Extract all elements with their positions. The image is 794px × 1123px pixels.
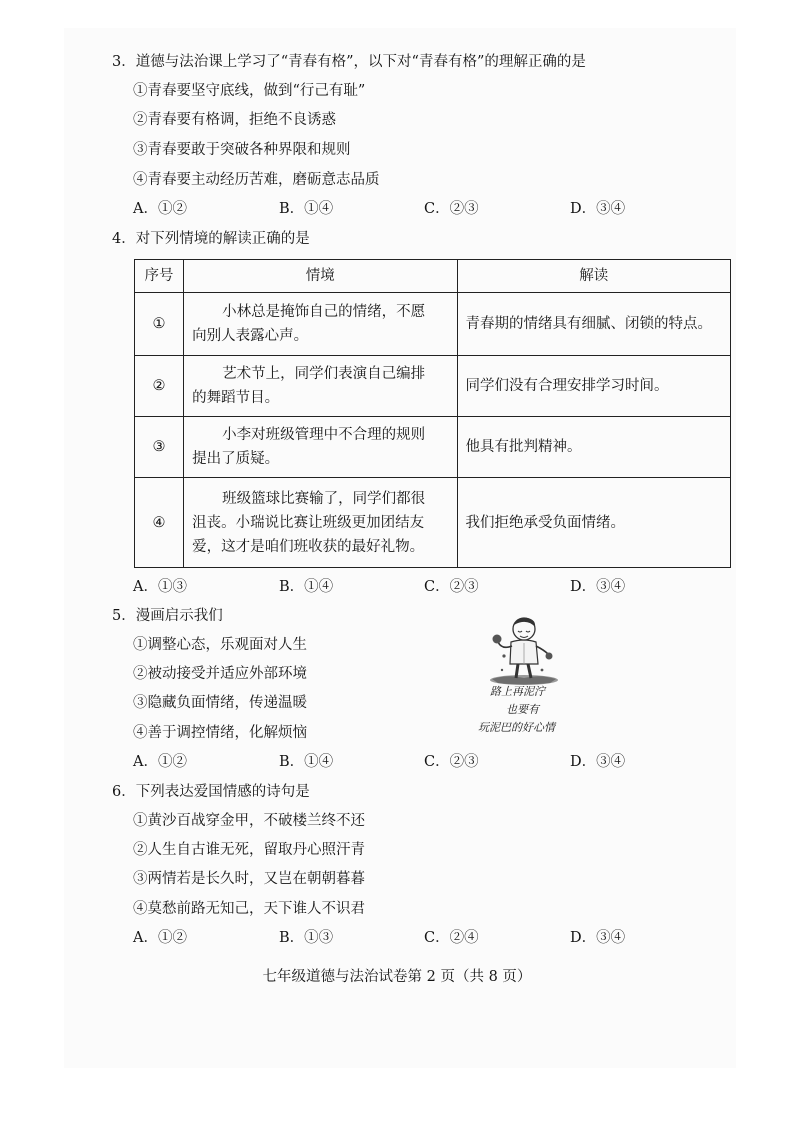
cartoon-caption-line-2: 也要有 [506,703,539,716]
q3-item-4: ④青春要主动经历苦难，磨砺意志品质 [133,172,380,188]
q5-item-3: ③隐藏负面情绪，传递温暖 [133,695,307,711]
situation-line: 艺术节上，同学们表演自己编排 [222,366,426,382]
situation-line: 提出了质疑。 [192,451,280,467]
row-situation [184,417,457,478]
q3-choice-b: B．①④ [279,201,334,217]
q4-stem: 4．对下列情境的解读正确的是 [112,231,310,247]
q3-stem: 3．道德与法治课上学习了“青春有格”，以下对“青春有格”的理解正确的是 [112,54,586,70]
q6-choice-d: D．③④ [570,930,626,946]
table-row [135,293,731,356]
q6-choice-a: A．①② [133,930,187,946]
q3-item-2: ②青春要有格调，拒绝不良诱惑 [133,112,336,128]
row-situation [184,293,457,356]
table-row [135,417,731,478]
q3-item-1: ①青春要坚守底线，做到“行己有耻” [133,83,366,99]
q6-choice-b: B．①③ [279,930,334,946]
q6-item-1: ①黄沙百战穿金甲，不破楼兰终不还 [133,813,365,829]
q5-choice-b: B．①④ [279,754,334,770]
q6-stem: 6．下列表达爱国情感的诗句是 [112,784,310,800]
row-interpretation: 同学们没有合理安排学习时间。 [457,356,730,417]
q4-choice-c: C．②③ [424,579,479,595]
q3-choice-c: C．②③ [424,201,479,217]
situation-line: 向别人表露心声。 [192,328,309,344]
situation-line: 爱，这才是咱们班收获的最好礼物。 [192,538,425,555]
q3-choice-d: D．③④ [570,201,626,217]
situation-line: 班级篮球比赛输了，同学们都很 [222,490,426,507]
q6-choice-c: C．②④ [424,930,479,946]
q5-choice-d: D．③④ [570,754,626,770]
q5-item-4: ④善于调控情绪，化解烦恼 [133,725,307,741]
q3-choice-a: A．①② [133,201,187,217]
q4-table-header [135,260,731,293]
row-interpretation: 他具有批判精神。 [457,417,730,478]
row-situation [184,478,457,568]
q6-item-4: ④莫愁前路无知己，天下谁人不识君 [133,901,365,917]
situation-line: 沮丧。小瑞说比赛让班级更加团结友 [192,514,425,531]
q4-choice-a: A．①③ [133,579,187,595]
situation-line: 小林总是掩饰自己的情绪，不愿 [222,304,426,320]
cartoon-caption-line-3: 玩泥巴的好心情 [478,721,555,734]
row-number: ① [135,293,184,356]
q4-table [134,259,731,568]
q6-item-2: ②人生自古谁无死，留取丹心照汗青 [133,842,365,858]
row-number: ② [135,356,184,417]
q5-choice-c: C．②③ [424,754,479,770]
q3-item-3: ③青春要敢于突破各种界限和规则 [133,142,351,158]
table-row [135,356,731,417]
q5-choice-a: A．①② [133,754,187,770]
q4-choice-b: B．①④ [279,579,334,595]
q4-choice-d: D．③④ [570,579,626,595]
q6-item-3: ③两情若是长久时，又岂在朝朝暮暮 [133,871,365,887]
cartoon-caption-line-1: 路上再泥泞 [490,685,545,698]
header-number: 序号 [135,260,184,293]
row-number: ④ [135,478,184,568]
row-interpretation: 青春期的情绪具有细腻、闭锁的特点。 [457,293,730,356]
row-number: ③ [135,417,184,478]
header-situation: 情境 [184,260,457,293]
q5-item-2: ②被动接受并适应外部环境 [133,666,307,682]
row-interpretation: 我们拒绝承受负面情绪。 [457,478,730,568]
situation-line: 小李对班级管理中不合理的规则 [222,427,426,443]
table-row [135,478,731,568]
header-interpretation: 解读 [457,260,730,293]
q5-stem: 5．漫画启示我们 [112,608,223,624]
q5-item-1: ①调整心态，乐观面对人生 [133,637,307,653]
row-situation [184,356,457,417]
page-footer: 七年级道德与法治试卷第 2 页（共 8 页） [262,969,532,985]
situation-line: 的舞蹈节目。 [192,390,280,406]
